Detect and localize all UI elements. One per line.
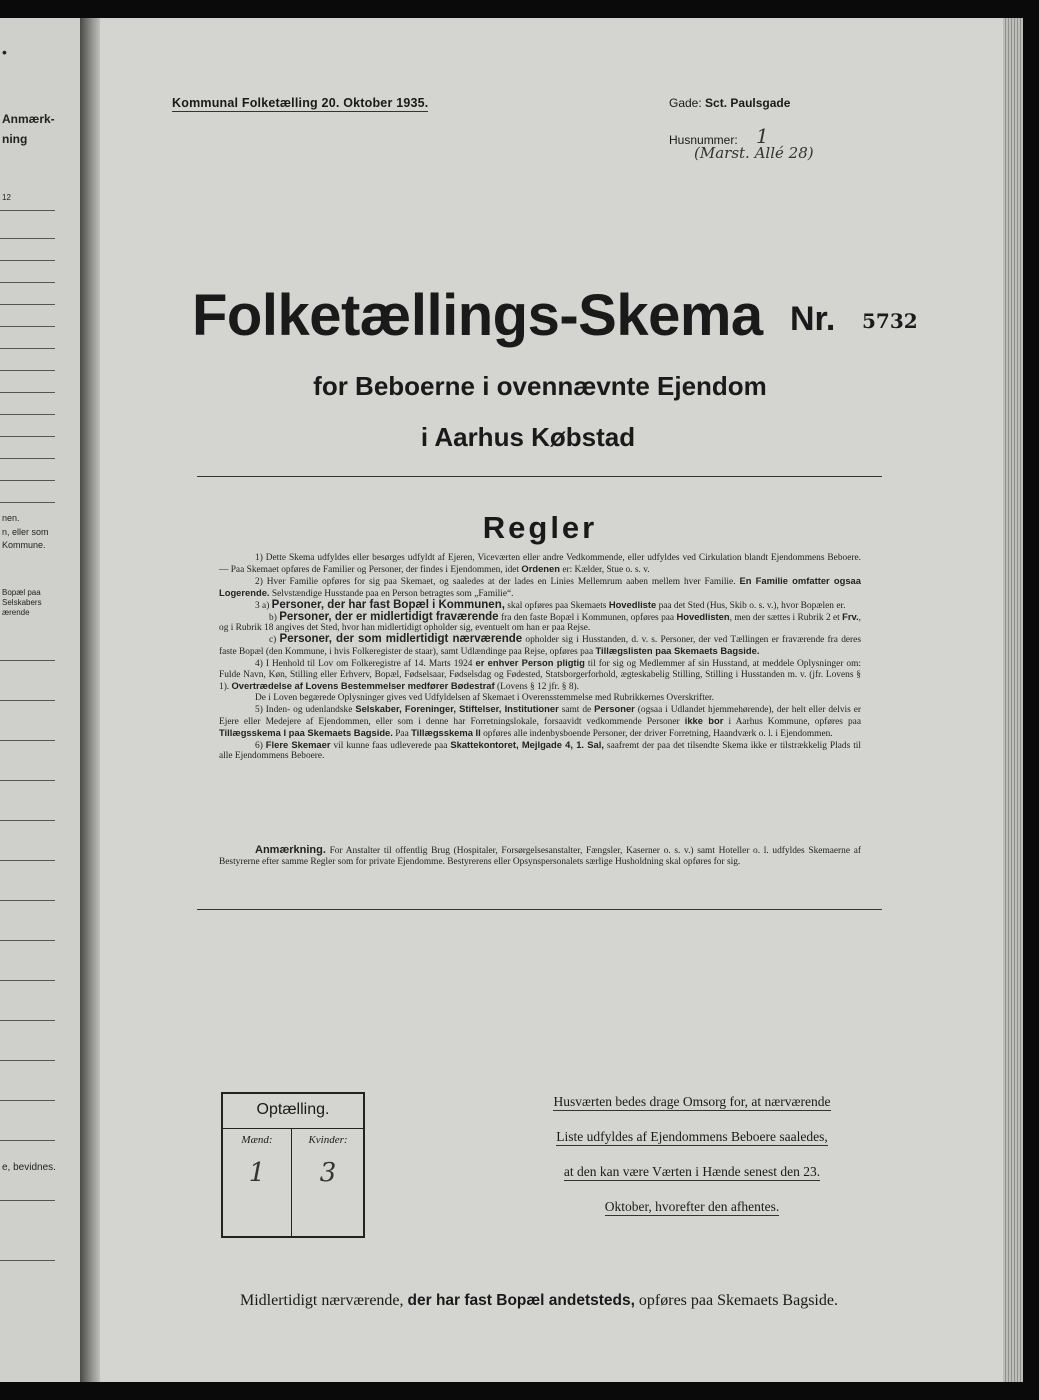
rule-5: 5) Inden- og udenlandske Selskaber, Foreninger, Stiftelser, Institutioner samt de Personer (ogsaa i Udlandet hjemmehørende), der helt eller delvis er Ejere eller Medejere af Ejendommen, eller som i denne har Forretningslokale, forsaavidt vedkommende Personer ikke bor i Aarhus Kommune, opføres paa Tillægsskema I paa Skemaets Bagside. Paa Tillægsskema II opføres alle indenbysboende Personer, der driver Forretning, Haandværk o. l. i Ejendommen. bbox=[219, 702, 861, 739]
left-page-rule bbox=[0, 414, 55, 415]
left-facing-page bbox=[0, 18, 83, 1382]
left-page-rule bbox=[0, 238, 55, 239]
rule-4b: De i Loven begærede Oplysninger gives ved Udfyldelsen af Skemaet i Overensstemmelse med Rubrikkernes Overskrifter. bbox=[255, 692, 714, 703]
remark-paragraph bbox=[219, 845, 861, 868]
left-page-rule bbox=[0, 502, 55, 503]
left-page-fragment: Selskabers bbox=[2, 598, 42, 607]
house-number-value: 1 bbox=[756, 124, 769, 148]
left-page-rule bbox=[0, 1260, 55, 1261]
footer-instruction: Midlertidigt nærværende, der har fast Bopæl andetsteds, opføres paa Skemaets Bagside. bbox=[240, 1292, 838, 1309]
count-divider bbox=[223, 1128, 363, 1129]
left-page-rule bbox=[0, 940, 55, 941]
count-box bbox=[221, 1092, 365, 1238]
left-page-rule bbox=[0, 260, 55, 261]
form-number-value: 5732 bbox=[862, 309, 918, 333]
left-page-rule bbox=[0, 700, 55, 701]
left-page-fragment: 12 bbox=[2, 193, 11, 202]
left-page-rule bbox=[0, 860, 55, 861]
left-page-fragment: Anmærk- bbox=[2, 112, 55, 126]
left-page-fragment: ærende bbox=[2, 608, 30, 617]
notice-line: Oktober, hvorefter den afhentes. bbox=[604, 1199, 780, 1214]
rule-2: 2) Hver Familie opføres for sig paa Skemaet, og saaledes at der lades en Linies Mellemrum aaben mellem hver Familie. En Familie omfatter ogsaa Logerende. Selvstændige Husstande paa en Person betragtes som „Familie“. bbox=[219, 574, 861, 599]
notice-line: Liste udfyldes af Ejendommens Beboere saaledes, bbox=[556, 1129, 828, 1144]
women-count: 3 bbox=[319, 1158, 337, 1188]
left-page-rule bbox=[0, 1060, 55, 1061]
rule-3a: 3 a) Personer, der har fast Bopæl i Kommunen, skal opføres paa Skemaets Hovedliste paa det Sted (Hus, Skib o. s. v.), hvor Bopælen er. bbox=[255, 598, 846, 611]
house-number-note: (Marst. Allé 28) bbox=[694, 144, 814, 162]
left-page-rule bbox=[0, 900, 55, 901]
left-page-fragment: n, eller som bbox=[2, 527, 49, 537]
left-page-rule bbox=[0, 1100, 55, 1101]
subtitle-city: i Aarhus Købstad bbox=[420, 422, 636, 452]
left-page-rule bbox=[0, 326, 55, 327]
street-field bbox=[669, 96, 790, 110]
street-value: Sct. Paulsgade bbox=[705, 96, 791, 110]
left-page-rule bbox=[0, 348, 55, 349]
left-page-rule bbox=[0, 660, 55, 661]
left-page-rule bbox=[0, 1020, 55, 1021]
street-label: Gade: bbox=[669, 96, 702, 110]
remark-text: For Anstalter til offentlig Brug (Hospitaler, Forsørgelsesanstalter, Fængsler, Kaserner o. s. v.) samt Hoteller o. l. udfyldes Skemaerne af Bestyrerne efter samme Regler som for private Ejendomme. Bestyrerens eller Opsynspersonalets særlige Husholdning skal opføres for sig. bbox=[219, 846, 861, 867]
left-page-rule bbox=[0, 480, 55, 481]
book-spine bbox=[80, 18, 102, 1382]
census-title: Kommunal Folketælling 20. Oktober 1935. bbox=[172, 96, 429, 110]
count-column-divider bbox=[291, 1128, 292, 1236]
notice-line: at den kan være Værten i Hænde senest den 23. bbox=[563, 1164, 821, 1179]
rule-1: 1) Dette Skema udfyldes eller besørges udfyldt af Ejeren, Viceværten eller andre Vedkommende, eller udfyldes ved Cirkulation blandt Ejendommens Beboere. — Paa Skemaet opføres de Familier og Personer, der findes i Ejendommen, idet Ordenen er: Kælder, Stue o. s. v. bbox=[219, 553, 861, 575]
left-page-rule bbox=[0, 1200, 55, 1201]
rule-4: 4) I Henhold til Lov om Folkeregistre af 14. Marts 1924 er enhver Person pligtig til for sig og Medlemmer af sin Husstand, at meddele Oplysninger om: Fulde Navn, Køn, Stilling eller Erhverv, Bopæl, Fødselsaar, Fødselsdag og Fødested, Statsborgerforhold, ægteskabelig Stilling, Stilling i Husstanden m. v. (jfr. Lovens § 1). Overtrædelse af Lovens Bestemmelser medfører Bødestraf (Lovens § 12 jfr. § 8). bbox=[219, 657, 861, 692]
rule-3b: b) Personer, der er midlertidigt fraværende fra den faste Bopæl i Kommunen, opføres paa Hovedlisten, men der sættes i Rubrik 2 et Frv., og i Rubrik 18 angives det Sted, hvor han midlertidigt opholder sig, eventuelt om han er paa Rejse. bbox=[219, 610, 862, 634]
left-page-rule bbox=[0, 458, 55, 459]
rule-6: 6) Flere Skemaer vil kunne faas udleverede paa Skattekontoret, Mejlgade 4, 1. Sal, saafremt der paa det tilsendte Skema ikke er tilstrækkelig Plads til alle Ejendommens Beboere. bbox=[219, 738, 862, 762]
left-page-fragment: nen. bbox=[2, 513, 20, 523]
men-label: Mænd: bbox=[241, 1134, 273, 1146]
notice-line: Husværten bedes drage Omsorg for, at nærværende bbox=[553, 1094, 831, 1109]
divider-bottom bbox=[197, 909, 882, 910]
left-page-fragment: Bopæl paa bbox=[2, 588, 41, 597]
left-page-rule bbox=[0, 282, 55, 283]
landlord-notice bbox=[519, 1094, 865, 1234]
left-page-rule bbox=[0, 210, 55, 211]
remark-label: Anmærkning. bbox=[255, 844, 326, 856]
left-page-rule bbox=[0, 780, 55, 781]
form-number-label: Nr. bbox=[790, 300, 836, 338]
main-title: Folketællings-Skema bbox=[192, 283, 763, 348]
left-page-rule bbox=[0, 304, 55, 305]
house-number-label: Husnummer: bbox=[669, 133, 738, 147]
divider-top bbox=[197, 476, 882, 477]
rules-body bbox=[219, 553, 861, 762]
left-page-rule bbox=[0, 820, 55, 821]
left-page-fragment: e, bevidnes. bbox=[2, 1162, 56, 1173]
left-page-fragment: Kommune. bbox=[2, 540, 46, 550]
left-page-rule bbox=[0, 980, 55, 981]
women-label: Kvinder: bbox=[308, 1134, 348, 1146]
rules-heading: Regler bbox=[482, 510, 598, 545]
left-page-rule bbox=[0, 740, 55, 741]
left-page-fragment: • bbox=[2, 44, 7, 60]
count-title: Optælling. bbox=[256, 1101, 330, 1118]
men-count: 1 bbox=[248, 1158, 266, 1188]
left-page-fragment: ning bbox=[2, 132, 28, 146]
left-page-rule bbox=[0, 1140, 55, 1141]
subtitle-residents: for Beboerne i ovennævnte Ejendom bbox=[313, 371, 767, 401]
rule-3c: c) Personer, der som midlertidigt nærværende opholder sig i Husstanden, d. v. s. Personer, der ved Tællingen er fraværende fra deres faste Bopæl (den Kommune, i hvis Folkeregister de staar), samt Udlændinge paa Rejse, opføres paa Tillægslisten paa Skemaets Bagside. bbox=[219, 633, 861, 658]
page-stack-edge bbox=[1003, 18, 1023, 1382]
